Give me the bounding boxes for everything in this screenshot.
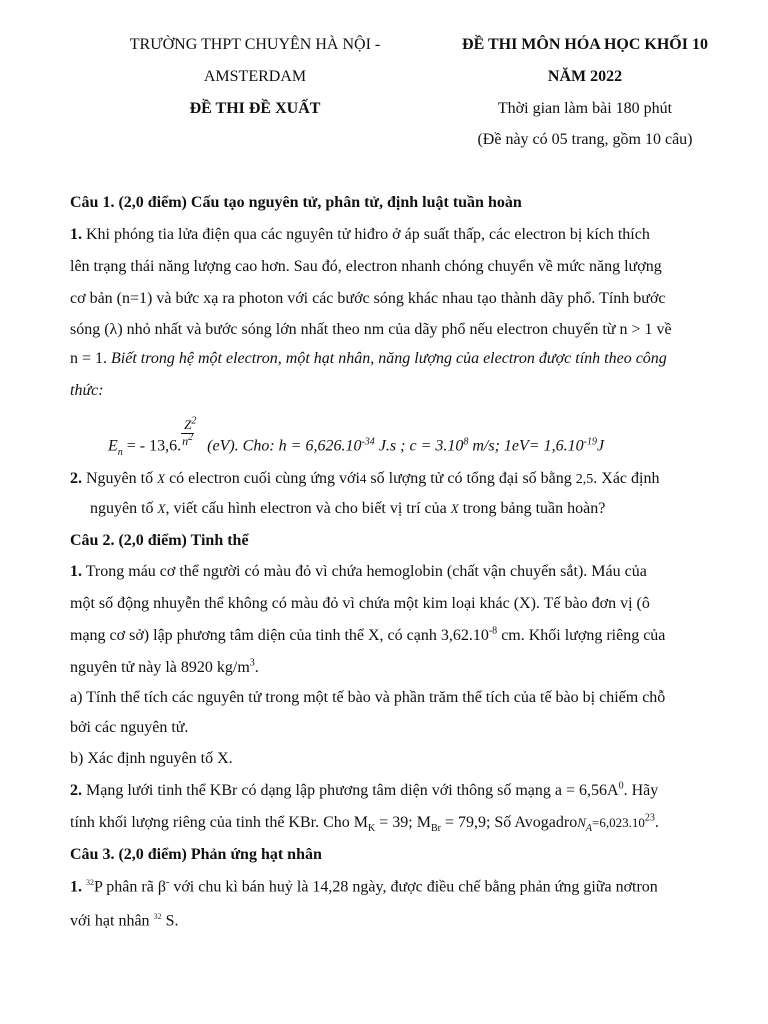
q3-p1-number: 1. <box>70 878 82 896</box>
q1-p1-text: Khi phóng tia lửa điện qua các nguyên tử hiđro ở áp suất thấp, các electron bị kích thích <box>82 226 650 243</box>
q2-p2-t1: Mạng lưới tinh thể KBr có dạng lập phương tâm diện với thông số mạng a = 6,56A <box>82 782 619 799</box>
formula-E: E <box>108 437 118 455</box>
q2-p2-exp0: 0 <box>618 780 624 792</box>
q2-p2-line2 <box>70 812 659 835</box>
exam-title: ĐỀ THI MÔN HÓA HỌC KHỐI 10 <box>462 36 708 53</box>
q2-b-line: b) Xác định nguyên tố X. <box>70 750 233 767</box>
formula-exp-h: -34 <box>361 436 375 448</box>
q2-p2-sub-A: A <box>585 823 592 835</box>
formula-c: J.s ; c = 3.10 <box>374 437 464 455</box>
school-name-line1: TRƯỜNG THPT CHUYÊN HÀ NỘI - <box>129 36 381 53</box>
q1-title: Câu 1. (2,0 điểm) Cấu tạo nguyên tử, phân tử, định luật tuần hoàn <box>70 194 522 211</box>
formula-exp-e: -19 <box>583 436 597 448</box>
proposal-label: ĐỀ THI ĐỀ XUẤT <box>189 100 321 117</box>
q2-p2-t5: = 79,9; Số Avogadro <box>440 814 578 831</box>
q1-p2-t7: trong bảng tuần hoàn? <box>458 500 606 517</box>
q3-p1-t3: với hạt nhân <box>70 912 154 930</box>
q3-mass-32-P: 32 <box>86 878 94 887</box>
q2-p2-line1 <box>70 782 658 800</box>
frac-Z: Z <box>184 417 192 432</box>
q2-p2-sub-Br: Br <box>430 823 441 835</box>
symbol-X: X <box>157 471 166 486</box>
q1-p2-t6: , viết cấu hình electron và cho biết vị trí của <box>165 500 451 517</box>
formula-ev: m/s; 1eV= 1,6.10 <box>468 437 584 455</box>
q2-p2-t4: = 39; M <box>375 814 431 831</box>
q1-p2-t3: số lượng tử có tổng đại số bằng <box>366 470 576 487</box>
q2-a-line2: bởi các nguyên tử. <box>70 719 189 736</box>
q3-p1-line1 <box>70 878 658 896</box>
formula-coeff: = - 13,6. <box>122 437 182 455</box>
symbol-X-2: X <box>157 501 166 516</box>
q3-mass-32-S: 32 <box>153 912 162 921</box>
q1-p1-line3: cơ bản (n=1) và bức xạ ra photon với các bước sóng khác nhau tạo thành dãy phổ. Tính bước <box>70 290 666 307</box>
q2-p1-number: 1. <box>70 563 82 580</box>
q2-p1-line1 <box>70 563 647 581</box>
formula-h: (eV). Cho: h = 6,626.10 <box>203 437 362 455</box>
q2-p1-exp: -8 <box>488 625 498 637</box>
q1-p2-t4: . Xác định <box>593 470 660 487</box>
q1-p2-line1 <box>70 470 659 488</box>
symbol-2-5: 2,5 <box>575 472 594 487</box>
exam-pages: (Đề này có 05 trang, gồm 10 câu) <box>477 131 693 148</box>
q1-p1-line6: thức: <box>70 382 104 399</box>
q2-p2-t6: =6,023.10 <box>592 815 645 830</box>
fraction-denominator: $n^2$ <box>182 432 194 448</box>
q1-p1-line5 <box>70 350 667 368</box>
q1-p2-t2: có electron cuối cùng ứng với <box>165 470 360 487</box>
energy-formula <box>108 415 605 458</box>
q1-p2-t5: nguyên tố <box>90 500 158 517</box>
q3-p1-t2: với chu kì bán huỷ là 14,28 ngày, được điều chế bằng phản ứng giữa nơtron <box>169 878 658 896</box>
q2-p2-number: 2. <box>70 782 82 799</box>
q3-beta-minus: - <box>165 877 170 888</box>
q2-p1-t3b: cm. Khối lượng riêng của <box>497 627 666 644</box>
formula-fraction <box>181 415 203 457</box>
frac-n: n <box>182 434 189 448</box>
q2-p2-N: N <box>577 815 586 830</box>
q2-p1-line4 <box>70 659 259 677</box>
q3-p1-line2 <box>70 912 178 930</box>
q2-p1-line3 <box>70 627 665 645</box>
q2-p1-t1: Trong máu cơ thể người có màu đỏ vì chứa hemoglobin (chất vận chuyển sắt). Máu của <box>82 563 647 580</box>
q2-p2-t7: . <box>654 814 659 831</box>
q2-p1-line2: một số động nhuyễn thể không có màu đỏ vì chứa một kim loại khác (X). Tế bào đơn vị (ô <box>70 595 650 612</box>
q1-p1-hint: Biết trong hệ một electron, một hạt nhân, năng lượng của electron được tính theo công <box>111 350 667 367</box>
symbol-4: 4 <box>359 471 367 486</box>
formula-J: J <box>596 437 605 455</box>
formula-n-sub: n <box>117 446 123 458</box>
q2-p1-t4a: nguyên tử này là 8920 kg/m <box>70 659 250 676</box>
q2-p1-exp3: 3 <box>249 657 255 669</box>
symbol-X-3: X <box>450 501 459 516</box>
q1-p1-line1 <box>70 226 650 244</box>
q2-p2-exp23: 23 <box>644 812 655 824</box>
exam-time: Thời gian làm bài 180 phút <box>497 100 673 117</box>
q3-p1-t1: P phân rã β <box>94 878 166 896</box>
q1-p2-number: 2. <box>70 470 82 487</box>
q2-p2-t3: tính khối lượng riêng của tinh thể KBr. Cho M <box>70 814 368 831</box>
formula-exp-c: 8 <box>463 436 469 448</box>
exam-year: NĂM 2022 <box>547 68 623 85</box>
q2-p1-t4b: . <box>254 659 259 676</box>
q2-p1-t3a: mạng cơ sở) lập phương tâm diện của tinh thể X, có cạnh 3,62.10 <box>70 627 489 644</box>
q1-p1-n1: n = 1. <box>70 350 112 367</box>
q1-p1-line4: sóng (λ) nhỏ nhất và bước sóng lớn nhất theo nm của dãy phổ nếu electron chuyển từ n > 1 về <box>70 321 672 338</box>
q2-p2-t2: . Hãy <box>623 782 659 799</box>
q1-p1-line2: lên trạng thái năng lượng cao hơn. Sau đó, electron nhanh chóng chuyển về mức năng lượng <box>70 258 662 275</box>
q1-p2-t1: Nguyên tố <box>82 470 158 487</box>
q1-p1-number: 1. <box>70 226 82 243</box>
fraction-numerator: $Z^2$ <box>184 415 197 432</box>
q3-p1-t4: S. <box>161 912 179 930</box>
q1-p2-line2 <box>90 500 605 518</box>
school-name-line2: AMSTERDAM <box>203 68 307 85</box>
q2-title: Câu 2. (2,0 điểm) Tinh thể <box>70 532 249 549</box>
q3-title: Câu 3. (2,0 điểm) Phản ứng hạt nhân <box>70 846 322 863</box>
q2-a-line1: a) Tính thể tích các nguyên tử trong một tế bào và phần trăm thể tích của tế bào bị chiếm chỗ <box>70 689 666 706</box>
q2-p2-sub-K: K <box>368 823 376 835</box>
